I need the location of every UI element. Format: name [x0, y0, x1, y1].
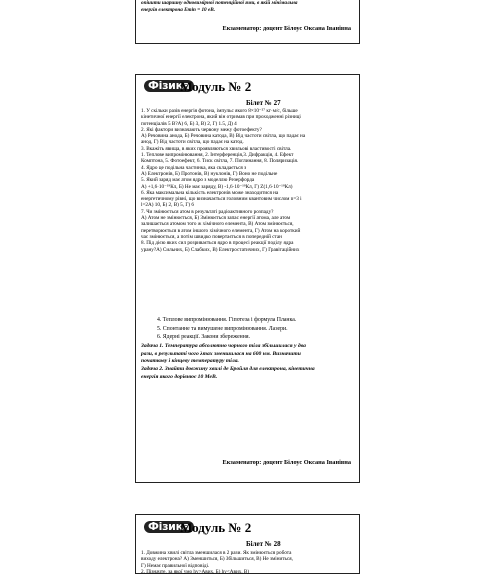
question-line: урану?А) Сильних, Б) Слабких, В) Електростатичних, Г) Гравітаційних — [141, 246, 300, 253]
question-line: 2. Пізначте, за якої умо hv>Aвих, Б) hv<Aвих, В) — [141, 568, 250, 575]
card1-text-line2: енергія електрона Emin = 10 eB. — [141, 7, 216, 13]
question-line: А) +1,6·10⁻¹⁹Кл, Б) Не має заряду, В) -1,6·10⁻¹⁹Кл, Г) Z(1,6·10⁻¹⁹Кл) — [141, 183, 293, 190]
topics-block — [141, 316, 354, 342]
task1-label: Задача 1. — [141, 343, 164, 349]
question-line: 5. Який заряд має атом ядро з моделлю Резерфорда — [141, 177, 255, 184]
card1-text-line1: опіиити шариину одновимірної потенційної ями, в якій мінімальна — [141, 0, 298, 6]
question-line: 8. Під дією яких сил розривається ядро в процесі реакції поділу ядра — [141, 240, 294, 247]
task1-line: Температура абсолютно чорного тіла збільшилася у два — [164, 343, 306, 349]
question-line: перетворюється в атом іншого хімічного елемента, Г) Атом на короткий — [141, 227, 301, 234]
module-title: Модуль № 2 — [180, 520, 252, 535]
question-line: А) Атом не змінюється, Б) Змінюється запас енергії атома, але атом — [141, 215, 291, 222]
question-line: час змінюється, а потім швидко повертається в попередній стан — [141, 233, 282, 240]
task2-line: енергія якого дорівнює 10 МеВ. — [141, 373, 218, 380]
question-line: потенціалів 5 В?А) 6, Б) 3, В) 2, Г) 1.5, Д) 4 — [141, 120, 237, 127]
questions-block — [141, 550, 354, 575]
topic-item: 5. Спонтанне та вимушене випромінювання. Лазери. — [157, 325, 288, 332]
physics-logo: Фізика — [144, 80, 194, 92]
questions-block — [141, 108, 354, 253]
tasks-block — [141, 343, 354, 382]
topic-item: 4. Теплове випромінювання. Гіпотеза і формула Планка. — [157, 317, 297, 323]
ticket-title: Білет № 27 — [246, 99, 281, 107]
question-line: 2. Які фактори визначають червону межу фотоефекту? — [141, 126, 262, 133]
module-title: Модуль № 2 — [180, 79, 252, 94]
question-line: 1. Довжина хвилі світла зменшилася в 2 рази. Як змінюється робота — [141, 550, 292, 556]
task2-line: Знайти довжину хвилі де Бройля для електрона, кінетична — [164, 366, 315, 373]
question-line: 3. Вкажіть явища, в яких проявляються хвильові властивості світла. — [141, 145, 292, 152]
question-line: анод, Г) Від частоти світла, що падає на катод. — [141, 139, 244, 146]
question-line: Комптона, 5. Фотоефект, 6. Тиск світла, 7. Поглинання, 8. Поляризація. — [141, 158, 299, 165]
topic-item: 6. Ядерні реакції. Закони збереження. — [157, 334, 250, 340]
question-line: 1. Теплове випромінювання, 2. Інтерференція,3. Дифракція, 4. Ефект — [141, 152, 294, 159]
ticket-card-27 — [135, 74, 360, 483]
question-line: кінетичної енергії електрона, який він отримав при проходженні різниці — [141, 114, 301, 121]
task2-label: Задача 2. — [141, 366, 164, 373]
ticket-card-26 — [135, 0, 360, 44]
task1-line: рази, в результаті чого λmax зменшилася на 600 нм. Визначити — [141, 350, 301, 357]
question-line: А) Речовина анода, Б) Речовина катода, В) Від частоти світла, що падає на — [141, 133, 306, 140]
ticket-title: Білет № 28 — [246, 540, 281, 548]
card2-examiner: Екзаменатор: доцент Білоус Оксана Іванівна — [222, 459, 351, 466]
question-line: виходу електрона? А) Зменшиться, Б) Збільшиться, В) Не зміниться, — [141, 556, 293, 563]
task1-line: початкову і кінцеву температуру тіла. — [141, 358, 239, 365]
question-line: 4. Ядро це подільна частинка, яка складається з — [141, 164, 247, 171]
question-line: А) Електронів, Б) Протонів, В) нуклонів, Г) Воно не подільне — [141, 170, 278, 177]
question-line: l=2А) 10, Б) 2, В) 5, Г) 6 — [141, 202, 194, 209]
question-line: 6. Яка максимальна кількість електронів може знаходитися на — [141, 189, 279, 196]
question-line: енергетичному рівні, що визначається головним квантовим числом n=3 і — [141, 196, 302, 203]
question-line: Г) Немає правильної відповіді. — [141, 562, 210, 569]
card1-examiner: Екзаменатор: доцент Білоус Оксана Іванівна — [222, 25, 351, 32]
physics-logo: Фізика — [144, 521, 194, 533]
question-line: 1. У скільки разів енергія фотона, імпульс якого 8×10⁻²⁷ кг·м/с, більше — [141, 108, 298, 114]
question-line: залишається атомом того ж хімічного елемента, В) Атом змінюється, — [141, 221, 294, 228]
question-line: 7. Чи змінюється атом в результаті радіоактивного розпаду? — [141, 208, 274, 215]
ticket-card-28 — [135, 514, 360, 574]
